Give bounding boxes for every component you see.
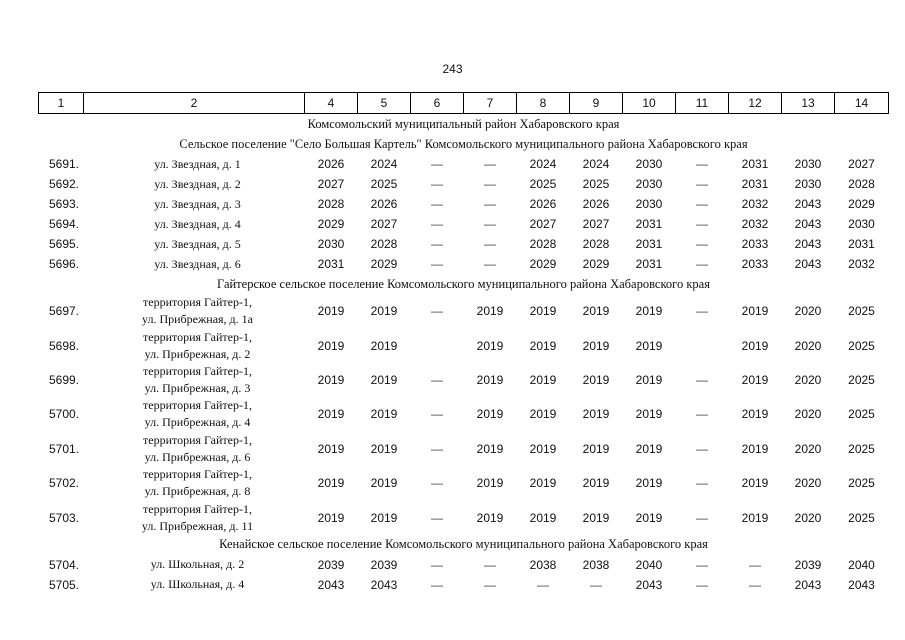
value-cell-col-13: 2020 bbox=[794, 476, 822, 491]
address-line: ул. Прибрежная, д. 8 bbox=[144, 484, 251, 499]
value-cell-col-4: 2019 bbox=[317, 304, 345, 319]
table-row bbox=[39, 294, 889, 328]
column-header-8: 8 bbox=[517, 93, 570, 114]
row-number: 5692. bbox=[48, 177, 80, 191]
row-number: 5694. bbox=[48, 217, 80, 231]
value-cell-col-12: — bbox=[749, 557, 761, 572]
value-cell-col-7: 2019 bbox=[476, 304, 504, 319]
value-cell-col-9: 2019 bbox=[582, 338, 610, 353]
value-cell-col-6: — bbox=[431, 217, 443, 231]
value-cell-col-4: 2019 bbox=[317, 476, 345, 491]
value-cell-col-8: 2024 bbox=[529, 157, 557, 171]
address-cell bbox=[84, 214, 305, 234]
address-cell bbox=[84, 194, 305, 214]
row-number: 5703. bbox=[48, 510, 80, 525]
value-cell-col-14: 2032 bbox=[848, 257, 875, 271]
value-cell-col-10: 2019 bbox=[635, 338, 663, 353]
value-cell-col-8: 2038 bbox=[529, 557, 557, 572]
address-cell bbox=[84, 234, 305, 254]
value-cell-col-11: — bbox=[696, 157, 708, 171]
address-cell bbox=[84, 328, 305, 362]
value-cell-col-11: — bbox=[696, 372, 708, 387]
value-cell-col-13: 2030 bbox=[794, 157, 822, 171]
table-row bbox=[39, 214, 889, 234]
section-heading-row bbox=[39, 134, 889, 154]
value-cell-col-5: 2019 bbox=[370, 372, 398, 387]
value-cell-col-5: 2028 bbox=[370, 237, 398, 251]
value-cell-col-14: 2025 bbox=[848, 476, 875, 491]
column-number-header-row bbox=[39, 93, 889, 114]
address-cell bbox=[84, 363, 305, 397]
column-header-7: 7 bbox=[464, 93, 517, 114]
value-cell-col-8: 2027 bbox=[529, 217, 557, 231]
page-number: 243 bbox=[442, 62, 463, 76]
value-cell-col-9: 2025 bbox=[582, 177, 610, 191]
value-cell-col-6: — bbox=[431, 177, 443, 191]
address-line: территория Гайтер-1, bbox=[143, 432, 252, 447]
address-line: ул. Звездная, д. 4 bbox=[154, 216, 241, 231]
value-cell-col-5: 2019 bbox=[370, 441, 398, 456]
column-header-2: 2 bbox=[84, 93, 305, 114]
table-row bbox=[39, 555, 889, 575]
value-cell-col-7: 2019 bbox=[476, 407, 504, 422]
value-cell-col-9: 2027 bbox=[582, 217, 610, 231]
value-cell-col-14: 2029 bbox=[848, 197, 875, 211]
value-cell-col-4: 2027 bbox=[317, 177, 345, 191]
row-number: 5705. bbox=[48, 577, 80, 592]
value-cell-col-14: 2030 bbox=[848, 217, 875, 231]
value-cell-col-10: 2031 bbox=[635, 237, 663, 251]
column-header-14: 14 bbox=[835, 93, 889, 114]
value-cell-col-4: 2030 bbox=[317, 237, 345, 251]
value-cell-col-10: 2030 bbox=[635, 197, 663, 211]
value-cell-col-7: — bbox=[484, 557, 496, 572]
value-cell-col-6: — bbox=[431, 557, 443, 572]
value-cell-col-13: 2039 bbox=[794, 557, 822, 572]
table-row bbox=[39, 328, 889, 362]
value-cell-col-12: 2019 bbox=[741, 441, 769, 456]
value-cell-col-14: 2025 bbox=[848, 304, 875, 319]
value-cell-col-12: 2019 bbox=[741, 338, 769, 353]
value-cell-col-10: 2030 bbox=[635, 157, 663, 171]
table-row bbox=[39, 154, 889, 174]
value-cell-col-8: 2028 bbox=[529, 237, 557, 251]
value-cell-col-6: — bbox=[431, 197, 443, 211]
value-cell-col-9: 2019 bbox=[582, 510, 610, 525]
value-cell-col-8: 2019 bbox=[529, 441, 557, 456]
value-cell-col-13: 2020 bbox=[794, 441, 822, 456]
value-cell-col-8: — bbox=[537, 577, 549, 592]
value-cell-col-11: — bbox=[696, 257, 708, 271]
column-header-10: 10 bbox=[623, 93, 676, 114]
value-cell-col-4: 2039 bbox=[317, 557, 345, 572]
value-cell-col-11: — bbox=[696, 217, 708, 231]
address-line: ул. Звездная, д. 2 bbox=[154, 176, 241, 191]
section-heading: Сельское поселение "Село Большая Картель" Комсомольского муниципального района Хабаровского края bbox=[179, 136, 748, 151]
row-number: 5698. bbox=[48, 338, 80, 353]
value-cell-col-4: 2019 bbox=[317, 441, 345, 456]
address-line: ул. Прибрежная, д. 6 bbox=[144, 449, 251, 464]
value-cell-col-7: 2019 bbox=[476, 476, 504, 491]
value-cell-col-5: 2029 bbox=[370, 257, 398, 271]
value-cell-col-12: 2033 bbox=[741, 237, 769, 251]
value-cell-col-10: 2019 bbox=[635, 407, 663, 422]
value-cell-col-11: — bbox=[696, 197, 708, 211]
row-number: 5700. bbox=[48, 407, 80, 422]
row-number: 5695. bbox=[48, 237, 80, 251]
value-cell-col-7: — bbox=[484, 257, 496, 271]
value-cell-col-7: — bbox=[484, 157, 496, 171]
address-cell bbox=[84, 575, 305, 595]
value-cell-col-9: — bbox=[590, 577, 602, 592]
address-line: ул. Прибрежная, д. 4 bbox=[144, 415, 251, 430]
value-cell-col-5: 2019 bbox=[370, 407, 398, 422]
value-cell-col-6: — bbox=[431, 476, 443, 491]
value-cell-col-4: 2028 bbox=[317, 197, 345, 211]
table-row bbox=[39, 194, 889, 214]
value-cell-col-12: 2019 bbox=[741, 510, 769, 525]
address-cell bbox=[84, 555, 305, 575]
value-cell-col-5: 2027 bbox=[370, 217, 398, 231]
value-cell-col-4: 2031 bbox=[317, 257, 345, 271]
table-row bbox=[39, 500, 889, 534]
value-cell-col-7: — bbox=[484, 217, 496, 231]
value-cell-col-10: 2040 bbox=[635, 557, 663, 572]
value-cell-col-10: 2019 bbox=[635, 441, 663, 456]
value-cell-col-8: 2025 bbox=[529, 177, 557, 191]
value-cell-col-12: 2032 bbox=[741, 197, 769, 211]
value-cell-col-7: 2019 bbox=[476, 338, 504, 353]
address-line: ул. Школьная, д. 2 bbox=[150, 557, 245, 572]
value-cell-col-11: — bbox=[696, 237, 708, 251]
value-cell-col-10: 2031 bbox=[635, 217, 663, 231]
value-cell-col-7: — bbox=[484, 237, 496, 251]
value-cell-col-5: 2025 bbox=[370, 177, 398, 191]
value-cell-col-8: 2019 bbox=[529, 372, 557, 387]
value-cell-col-7: — bbox=[484, 577, 496, 592]
value-cell-col-12: 2019 bbox=[741, 407, 769, 422]
value-cell-col-12: 2019 bbox=[741, 304, 769, 319]
value-cell-col-14: 2031 bbox=[848, 237, 875, 251]
address-line: территория Гайтер-1, bbox=[143, 398, 252, 413]
value-cell-col-6: — bbox=[431, 577, 443, 592]
value-cell-col-12: 2019 bbox=[741, 372, 769, 387]
address-line: ул. Прибрежная, д. 3 bbox=[144, 380, 251, 395]
value-cell-col-6: — bbox=[431, 237, 443, 251]
value-cell-col-10: 2030 bbox=[635, 177, 663, 191]
value-cell-col-6 bbox=[411, 328, 464, 362]
value-cell-col-4: 2026 bbox=[317, 157, 345, 171]
address-line: ул. Прибрежная, д. 11 bbox=[141, 518, 254, 533]
table-row bbox=[39, 397, 889, 431]
address-line: территория Гайтер-1, bbox=[143, 363, 252, 378]
value-cell-col-4: 2043 bbox=[317, 577, 345, 592]
value-cell-col-8: 2029 bbox=[529, 257, 557, 271]
value-cell-col-9: 2038 bbox=[582, 557, 610, 572]
value-cell-col-13: 2020 bbox=[794, 510, 822, 525]
table-row bbox=[39, 254, 889, 274]
value-cell-col-11: — bbox=[696, 557, 708, 572]
address-line: территория Гайтер-1, bbox=[143, 467, 252, 482]
value-cell-col-11: — bbox=[696, 510, 708, 525]
address-cell bbox=[84, 500, 305, 534]
value-cell-col-9: 2019 bbox=[582, 476, 610, 491]
value-cell-col-4: 2019 bbox=[317, 407, 345, 422]
column-header-13: 13 bbox=[782, 93, 835, 114]
address-line: территория Гайтер-1, bbox=[143, 329, 252, 344]
row-number: 5693. bbox=[48, 197, 80, 211]
value-cell-col-12: 2032 bbox=[741, 217, 769, 231]
address-line: ул. Прибрежная, д. 1а bbox=[142, 312, 253, 327]
value-cell-col-5: 2019 bbox=[370, 304, 398, 319]
value-cell-col-14: 2025 bbox=[848, 407, 875, 422]
section-heading: Гайтерское сельское поселение Комсомольского муниципального района Хабаровского края bbox=[217, 276, 710, 291]
value-cell-col-12: 2019 bbox=[741, 476, 769, 491]
address-line: ул. Звездная, д. 3 bbox=[154, 196, 241, 211]
address-cell bbox=[84, 397, 305, 431]
value-cell-col-13: 2043 bbox=[794, 237, 822, 251]
table-row bbox=[39, 234, 889, 254]
value-cell-col-10: 2031 bbox=[635, 257, 663, 271]
value-cell-col-8: 2019 bbox=[529, 407, 557, 422]
value-cell-col-14: 2028 bbox=[848, 177, 875, 191]
value-cell-col-11: — bbox=[696, 177, 708, 191]
register-table bbox=[38, 92, 889, 595]
value-cell-col-14: 2025 bbox=[848, 441, 875, 456]
value-cell-col-4: 2019 bbox=[317, 372, 345, 387]
row-number: 5702. bbox=[48, 476, 80, 491]
value-cell-col-7: 2019 bbox=[476, 510, 504, 525]
value-cell-col-14: 2027 bbox=[848, 157, 875, 171]
value-cell-col-9: 2024 bbox=[582, 157, 610, 171]
row-number: 5699. bbox=[48, 372, 80, 387]
value-cell-col-14: 2025 bbox=[848, 372, 875, 387]
column-header-6: 6 bbox=[411, 93, 464, 114]
value-cell-col-9: 2028 bbox=[582, 237, 610, 251]
table-row bbox=[39, 363, 889, 397]
column-header-4: 4 bbox=[305, 93, 358, 114]
value-cell-col-13: 2020 bbox=[794, 407, 822, 422]
value-cell-col-12: — bbox=[749, 577, 761, 592]
value-cell-col-13: 2043 bbox=[794, 577, 822, 592]
value-cell-col-9: 2019 bbox=[582, 372, 610, 387]
address-line: ул. Звездная, д. 1 bbox=[154, 156, 241, 171]
value-cell-col-6: — bbox=[431, 372, 443, 387]
value-cell-col-11: — bbox=[696, 407, 708, 422]
value-cell-col-7: — bbox=[484, 197, 496, 211]
table-row bbox=[39, 575, 889, 595]
value-cell-col-6: — bbox=[431, 257, 443, 271]
value-cell-col-13: 2043 bbox=[794, 217, 822, 231]
address-line: территория Гайтер-1, bbox=[143, 501, 252, 516]
address-cell bbox=[84, 154, 305, 174]
value-cell-col-9: 2019 bbox=[582, 441, 610, 456]
column-header-9: 9 bbox=[570, 93, 623, 114]
value-cell-col-9: 2019 bbox=[582, 304, 610, 319]
value-cell-col-9: 2026 bbox=[582, 197, 610, 211]
value-cell-col-10: 2019 bbox=[635, 476, 663, 491]
value-cell-col-12: 2031 bbox=[741, 177, 769, 191]
column-header-5: 5 bbox=[358, 93, 411, 114]
value-cell-col-5: 2024 bbox=[370, 157, 398, 171]
value-cell-col-6: — bbox=[431, 407, 443, 422]
value-cell-col-13: 2043 bbox=[794, 197, 822, 211]
value-cell-col-6: — bbox=[431, 304, 443, 319]
address-line: ул. Школьная, д. 4 bbox=[150, 577, 245, 592]
value-cell-col-8: 2026 bbox=[529, 197, 557, 211]
value-cell-col-8: 2019 bbox=[529, 510, 557, 525]
value-cell-col-5: 2019 bbox=[370, 476, 398, 491]
value-cell-col-5: 2039 bbox=[370, 557, 398, 572]
value-cell-col-8: 2019 bbox=[529, 338, 557, 353]
section-heading: Кенайское сельское поселение Комсомольского муниципального района Хабаровского края bbox=[219, 537, 708, 552]
section-heading-row bbox=[39, 274, 889, 294]
table-row bbox=[39, 432, 889, 466]
value-cell-col-5: 2019 bbox=[370, 510, 398, 525]
address-cell bbox=[84, 254, 305, 274]
address-cell bbox=[84, 466, 305, 500]
value-cell-col-4: 2029 bbox=[317, 217, 345, 231]
value-cell-col-10: 2019 bbox=[635, 510, 663, 525]
value-cell-col-5: 2043 bbox=[370, 577, 398, 592]
address-cell bbox=[84, 294, 305, 328]
value-cell-col-8: 2019 bbox=[529, 476, 557, 491]
section-heading: Комсомольский муниципальный район Хабаровского края bbox=[307, 116, 620, 131]
value-cell-col-8: 2019 bbox=[529, 304, 557, 319]
value-cell-col-4: 2019 bbox=[317, 338, 345, 353]
value-cell-col-13: 2020 bbox=[794, 372, 822, 387]
value-cell-col-10: 2019 bbox=[635, 372, 663, 387]
value-cell-col-6: — bbox=[431, 510, 443, 525]
value-cell-col-13: 2043 bbox=[794, 257, 822, 271]
value-cell-col-7: — bbox=[484, 177, 496, 191]
value-cell-col-13: 2020 bbox=[794, 338, 822, 353]
row-number: 5697. bbox=[48, 304, 80, 319]
value-cell-col-11: — bbox=[696, 304, 708, 319]
value-cell-col-10: 2019 bbox=[635, 304, 663, 319]
address-cell bbox=[84, 432, 305, 466]
value-cell-col-11: — bbox=[696, 476, 708, 491]
value-cell-col-6: — bbox=[431, 157, 443, 171]
address-line: ул. Прибрежная, д. 2 bbox=[144, 346, 251, 361]
address-line: территория Гайтер-1, bbox=[143, 295, 252, 310]
value-cell-col-14: 2025 bbox=[848, 338, 875, 353]
address-line: ул. Звездная, д. 5 bbox=[154, 236, 241, 251]
value-cell-col-7: 2019 bbox=[476, 441, 504, 456]
table-row bbox=[39, 174, 889, 194]
table-body bbox=[39, 93, 889, 595]
value-cell-col-6: — bbox=[431, 441, 443, 456]
table-row bbox=[39, 466, 889, 500]
column-header-1: 1 bbox=[39, 93, 84, 114]
section-heading-row bbox=[39, 535, 889, 555]
address-cell bbox=[84, 174, 305, 194]
row-number: 5701. bbox=[48, 441, 80, 456]
row-number: 5696. bbox=[48, 257, 80, 271]
value-cell-col-4: 2019 bbox=[317, 510, 345, 525]
value-cell-col-7: 2019 bbox=[476, 372, 504, 387]
column-header-12: 12 bbox=[729, 93, 782, 114]
value-cell-col-5: 2019 bbox=[370, 338, 398, 353]
value-cell-col-13: 2030 bbox=[794, 177, 822, 191]
section-heading-row bbox=[39, 114, 889, 135]
value-cell-col-10: 2043 bbox=[635, 577, 663, 592]
value-cell-col-12: 2033 bbox=[741, 257, 769, 271]
value-cell-col-14: 2040 bbox=[848, 557, 875, 572]
row-number: 5704. bbox=[48, 557, 80, 572]
value-cell-col-11: — bbox=[696, 577, 708, 592]
value-cell-col-11: — bbox=[696, 441, 708, 456]
value-cell-col-11 bbox=[676, 328, 729, 362]
address-line: ул. Звездная, д. 6 bbox=[154, 256, 241, 271]
value-cell-col-5: 2026 bbox=[370, 197, 398, 211]
value-cell-col-12: 2031 bbox=[741, 157, 769, 171]
value-cell-col-14: 2043 bbox=[848, 577, 875, 592]
value-cell-col-9: 2029 bbox=[582, 257, 610, 271]
column-header-11: 11 bbox=[676, 93, 729, 114]
value-cell-col-13: 2020 bbox=[794, 304, 822, 319]
value-cell-col-14: 2025 bbox=[848, 510, 875, 525]
value-cell-col-9: 2019 bbox=[582, 407, 610, 422]
row-number: 5691. bbox=[48, 157, 80, 171]
